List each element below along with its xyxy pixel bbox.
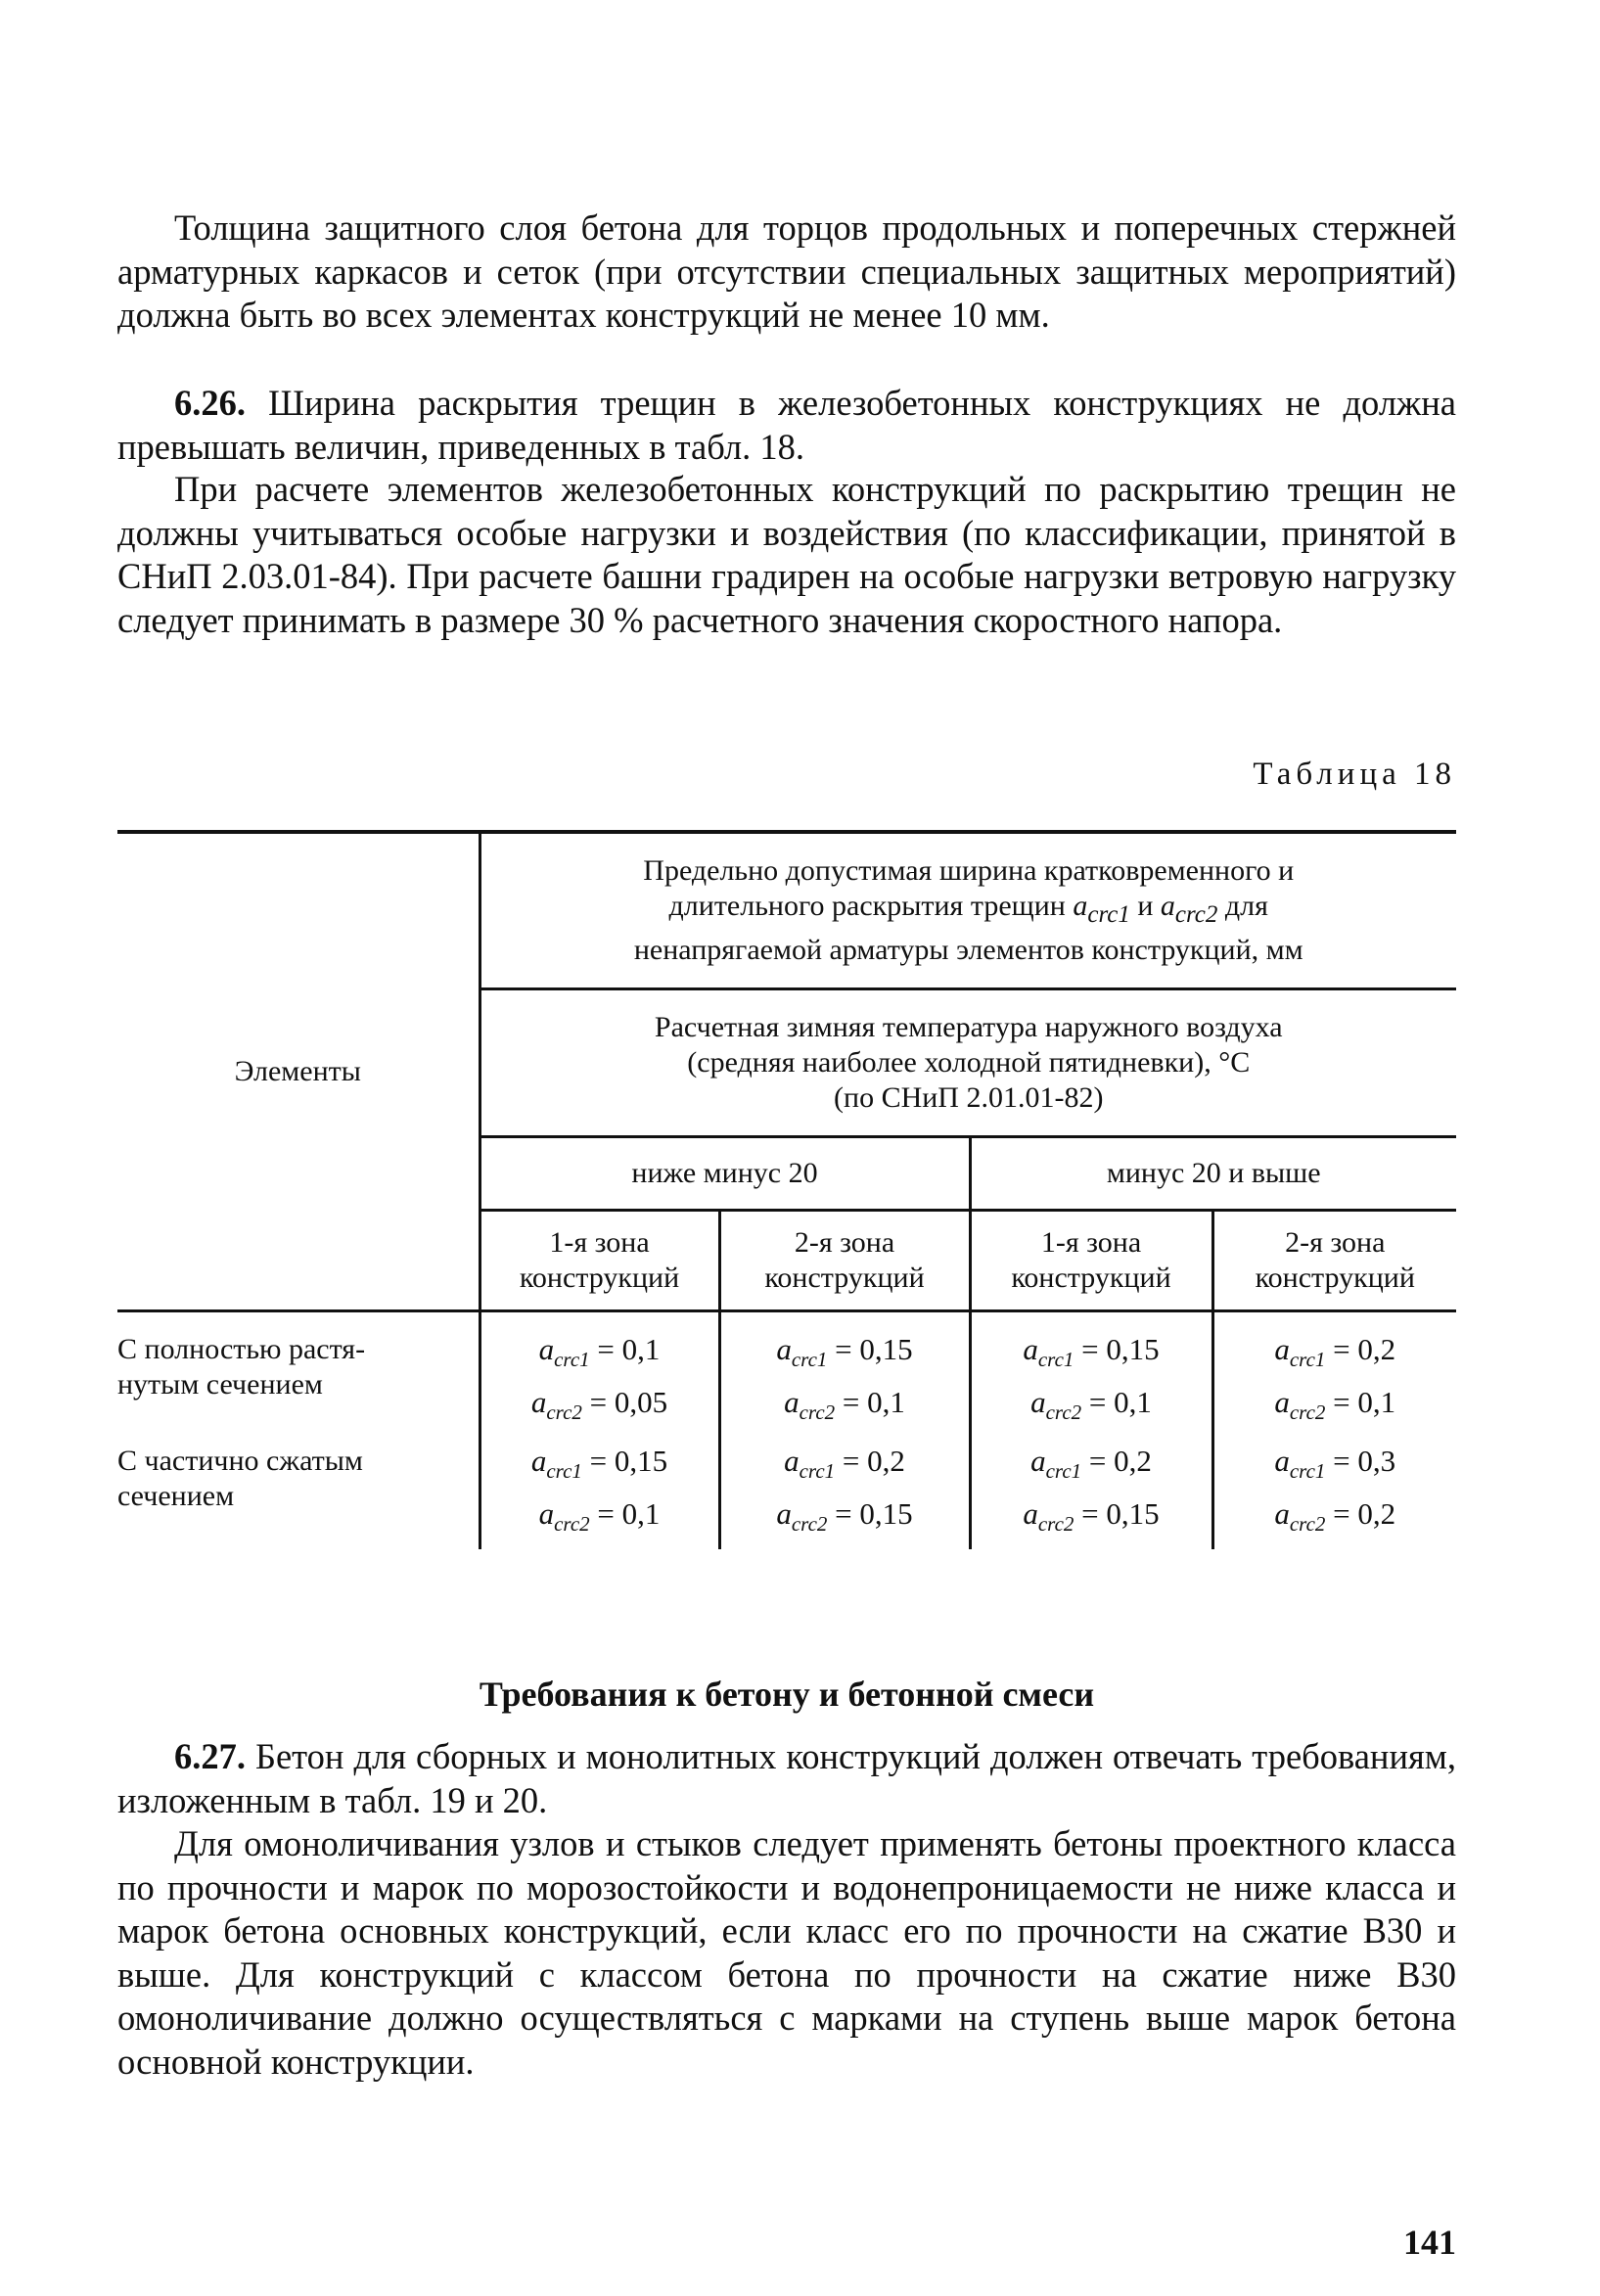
formula bbox=[1214, 1496, 1457, 1549]
crack-width-table bbox=[117, 830, 1456, 1549]
formula bbox=[721, 1444, 969, 1496]
clause-text: Ширина раскрытия трещин в железобетонных конструкциях не должна превышать величин, приведенных в табл. 18. bbox=[117, 383, 1456, 467]
value: = 0,15 bbox=[1081, 1332, 1160, 1366]
paragraph-text: Для омоноличивания узлов и стыков следует применять бетоны проектного класса по прочности и марок по морозостойкости и водонепроницаемости не ниже класса и марок бетона основных конструкций, если класс его по прочности на сжатие В30 и выше. Для конструкций с классом бетона по прочности на сжатие ниже В30 омоноличивание должно осуществляться с марками на ступень выше марок бетона основной конструкции. bbox=[117, 1823, 1456, 2082]
symbol-a: a bbox=[1160, 890, 1175, 922]
row-label bbox=[117, 1311, 480, 1439]
value: = 0,15 bbox=[589, 1444, 668, 1478]
symbol-sub: crc1 bbox=[546, 1459, 582, 1484]
formula bbox=[481, 1496, 718, 1549]
paragraph-6-27 bbox=[117, 1735, 1456, 1822]
row-label bbox=[117, 1438, 480, 1549]
header-minus-20-and-above: минус 20 и выше bbox=[970, 1137, 1456, 1211]
value: = 0,1 bbox=[1333, 1385, 1396, 1419]
symbol-a: a bbox=[784, 1444, 800, 1478]
formula bbox=[481, 1385, 718, 1438]
value-cell bbox=[480, 1438, 719, 1549]
header-line: ненапрягаемой арматуры элементов конструкций, мм bbox=[633, 934, 1303, 966]
value: = 0,1 bbox=[1088, 1385, 1152, 1419]
zone-line: конструкций bbox=[519, 1262, 680, 1294]
symbol-a: a bbox=[1023, 1332, 1038, 1366]
value: = 0,2 bbox=[1333, 1496, 1396, 1531]
symbol-a: a bbox=[1030, 1444, 1046, 1478]
paragraph-text: При расчете элементов железобетонных конструкций по раскрытию трещин не должны учитываться особые нагрузки и воздействия (по классификации, принятой в СНиП 2.03.01-84). При расчете башни градирен на особые нагрузки ветровую нагрузку следует принимать в размере 30 % расчетного значения скоростного напора. bbox=[117, 469, 1456, 640]
header-elements: Элементы bbox=[117, 832, 480, 1311]
header-line: (средняя наиболее холодной пятидневки), °С bbox=[687, 1046, 1251, 1079]
header-zone bbox=[719, 1211, 970, 1311]
formula bbox=[1214, 1385, 1457, 1438]
symbol-a: a bbox=[538, 1496, 555, 1531]
symbol-sub: crc1 bbox=[1289, 1459, 1326, 1484]
paragraph-6-26 bbox=[117, 382, 1456, 469]
value: = 0,1 bbox=[842, 1385, 905, 1419]
symbol-sub: crc1 bbox=[554, 1348, 590, 1372]
header-temperature bbox=[480, 989, 1456, 1137]
symbol-sub: crc1 bbox=[1045, 1459, 1082, 1484]
value-cell bbox=[970, 1438, 1212, 1549]
symbol-sub: crc2 bbox=[1289, 1512, 1326, 1537]
value: = 0,15 bbox=[1081, 1496, 1160, 1531]
header-zone bbox=[480, 1211, 719, 1311]
symbol-a: a bbox=[1274, 1496, 1290, 1531]
formula bbox=[972, 1496, 1211, 1549]
symbol-sub: crc2 bbox=[1174, 901, 1218, 928]
zone-line: конструкций bbox=[1255, 1262, 1415, 1294]
zone-line: 1-я зона bbox=[1040, 1226, 1142, 1259]
value: = 0,1 bbox=[597, 1496, 661, 1531]
formula bbox=[1214, 1444, 1457, 1496]
value-cell bbox=[1212, 1311, 1456, 1439]
row-label-line: сечением bbox=[117, 1480, 235, 1512]
value: = 0,05 bbox=[589, 1385, 668, 1419]
formula bbox=[481, 1332, 718, 1385]
clause-number: 6.27. bbox=[174, 1736, 246, 1776]
symbol-sub: crc2 bbox=[1045, 1401, 1082, 1425]
formula bbox=[972, 1444, 1211, 1496]
paragraph-protective-layer bbox=[117, 207, 1456, 338]
symbol-sub: crc2 bbox=[791, 1512, 828, 1537]
symbol-sub: crc1 bbox=[1037, 1348, 1074, 1372]
value-cell bbox=[1212, 1438, 1456, 1549]
symbol-a: a bbox=[530, 1385, 547, 1419]
formula bbox=[721, 1496, 969, 1549]
symbol-sub: crc1 bbox=[799, 1459, 836, 1484]
symbol-a: a bbox=[1274, 1332, 1290, 1366]
header-zone bbox=[1212, 1211, 1456, 1311]
table-caption: Таблица 18 bbox=[1253, 757, 1456, 792]
symbol-a: a bbox=[1274, 1444, 1290, 1478]
symbol-sub: crc2 bbox=[1289, 1401, 1326, 1425]
symbol-sub: crc2 bbox=[546, 1401, 582, 1425]
value: = 0,15 bbox=[835, 1496, 913, 1531]
formula bbox=[972, 1332, 1211, 1385]
value-cell bbox=[719, 1311, 970, 1439]
symbol-sub: crc2 bbox=[554, 1512, 590, 1537]
zone-line: 2-я зона bbox=[1285, 1226, 1386, 1259]
row-label-line: нутым сечением bbox=[117, 1368, 323, 1401]
header-zone bbox=[970, 1211, 1212, 1311]
zone-line: 1-я зона bbox=[549, 1226, 650, 1259]
value-cell bbox=[970, 1311, 1212, 1439]
header-line bbox=[501, 889, 1438, 933]
page-number: 141 bbox=[1403, 2223, 1456, 2262]
symbol-a: a bbox=[776, 1332, 792, 1366]
section-title: Требования к бетону и бетонной смеси bbox=[479, 1675, 1095, 1714]
clause-number: 6.26. bbox=[174, 383, 246, 423]
symbol-sub: crc1 bbox=[1087, 901, 1130, 928]
symbol-a: a bbox=[1073, 890, 1088, 922]
row-label-line: С полностью растя- bbox=[117, 1333, 366, 1365]
row-label-line: С частично сжатым bbox=[117, 1445, 363, 1477]
value: = 0,3 bbox=[1333, 1444, 1396, 1478]
symbol-a: a bbox=[776, 1496, 792, 1531]
formula bbox=[721, 1385, 969, 1438]
header-text: длительного раскрытия трещин bbox=[668, 890, 1074, 922]
symbol-a: a bbox=[538, 1332, 555, 1366]
zone-line: конструкций bbox=[1011, 1262, 1171, 1294]
header-text: для bbox=[1217, 890, 1268, 922]
value-cell bbox=[480, 1311, 719, 1439]
value: = 0,1 bbox=[597, 1332, 661, 1366]
symbol-sub: crc2 bbox=[1037, 1512, 1074, 1537]
header-line: Расчетная зимняя температура наружного воздуха bbox=[654, 1011, 1283, 1043]
value: = 0,2 bbox=[1333, 1332, 1396, 1366]
formula bbox=[1214, 1332, 1457, 1385]
symbol-a: a bbox=[530, 1444, 547, 1478]
formula bbox=[972, 1385, 1211, 1438]
paragraph-text: Толщина защитного слоя бетона для торцов продольных и поперечных стержней арматурных каркасов и сеток (при отсутствии специальных защитных мероприятий) должна быть во всех элементах конструкций не менее 10 мм. bbox=[117, 207, 1456, 335]
clause-text: Бетон для сборных и монолитных конструкций должен отвечать требованиям, изложенным в табл. 19 и 20. bbox=[117, 1736, 1456, 1820]
symbol-a: a bbox=[1030, 1385, 1046, 1419]
value: = 0,2 bbox=[842, 1444, 905, 1478]
header-line: Предельно допустимая ширина кратковременного и bbox=[643, 854, 1295, 887]
header-crack-width bbox=[480, 832, 1456, 989]
symbol-a: a bbox=[1274, 1385, 1290, 1419]
value: = 0,15 bbox=[835, 1332, 913, 1366]
paragraph-text bbox=[117, 382, 1456, 469]
symbol-sub: crc1 bbox=[791, 1348, 828, 1372]
formula bbox=[721, 1332, 969, 1385]
symbol-a: a bbox=[784, 1385, 800, 1419]
header-line: (по СНиП 2.01.01-82) bbox=[834, 1081, 1104, 1114]
header-below-minus-20: ниже минус 20 bbox=[480, 1137, 970, 1211]
header-text: и bbox=[1129, 890, 1161, 922]
paragraph-calculation bbox=[117, 468, 1456, 642]
zone-line: конструкций bbox=[764, 1262, 925, 1294]
table-row bbox=[117, 1311, 1456, 1439]
value: = 0,2 bbox=[1088, 1444, 1152, 1478]
symbol-sub: crc1 bbox=[1289, 1348, 1326, 1372]
formula bbox=[481, 1444, 718, 1496]
symbol-sub: crc2 bbox=[799, 1401, 836, 1425]
value-cell bbox=[719, 1438, 970, 1549]
paragraph-text bbox=[117, 1735, 1456, 1822]
table-row bbox=[117, 1438, 1456, 1549]
zone-line: 2-я зона bbox=[794, 1226, 895, 1259]
symbol-a: a bbox=[1023, 1496, 1038, 1531]
paragraph-monolithing bbox=[117, 1822, 1456, 2084]
